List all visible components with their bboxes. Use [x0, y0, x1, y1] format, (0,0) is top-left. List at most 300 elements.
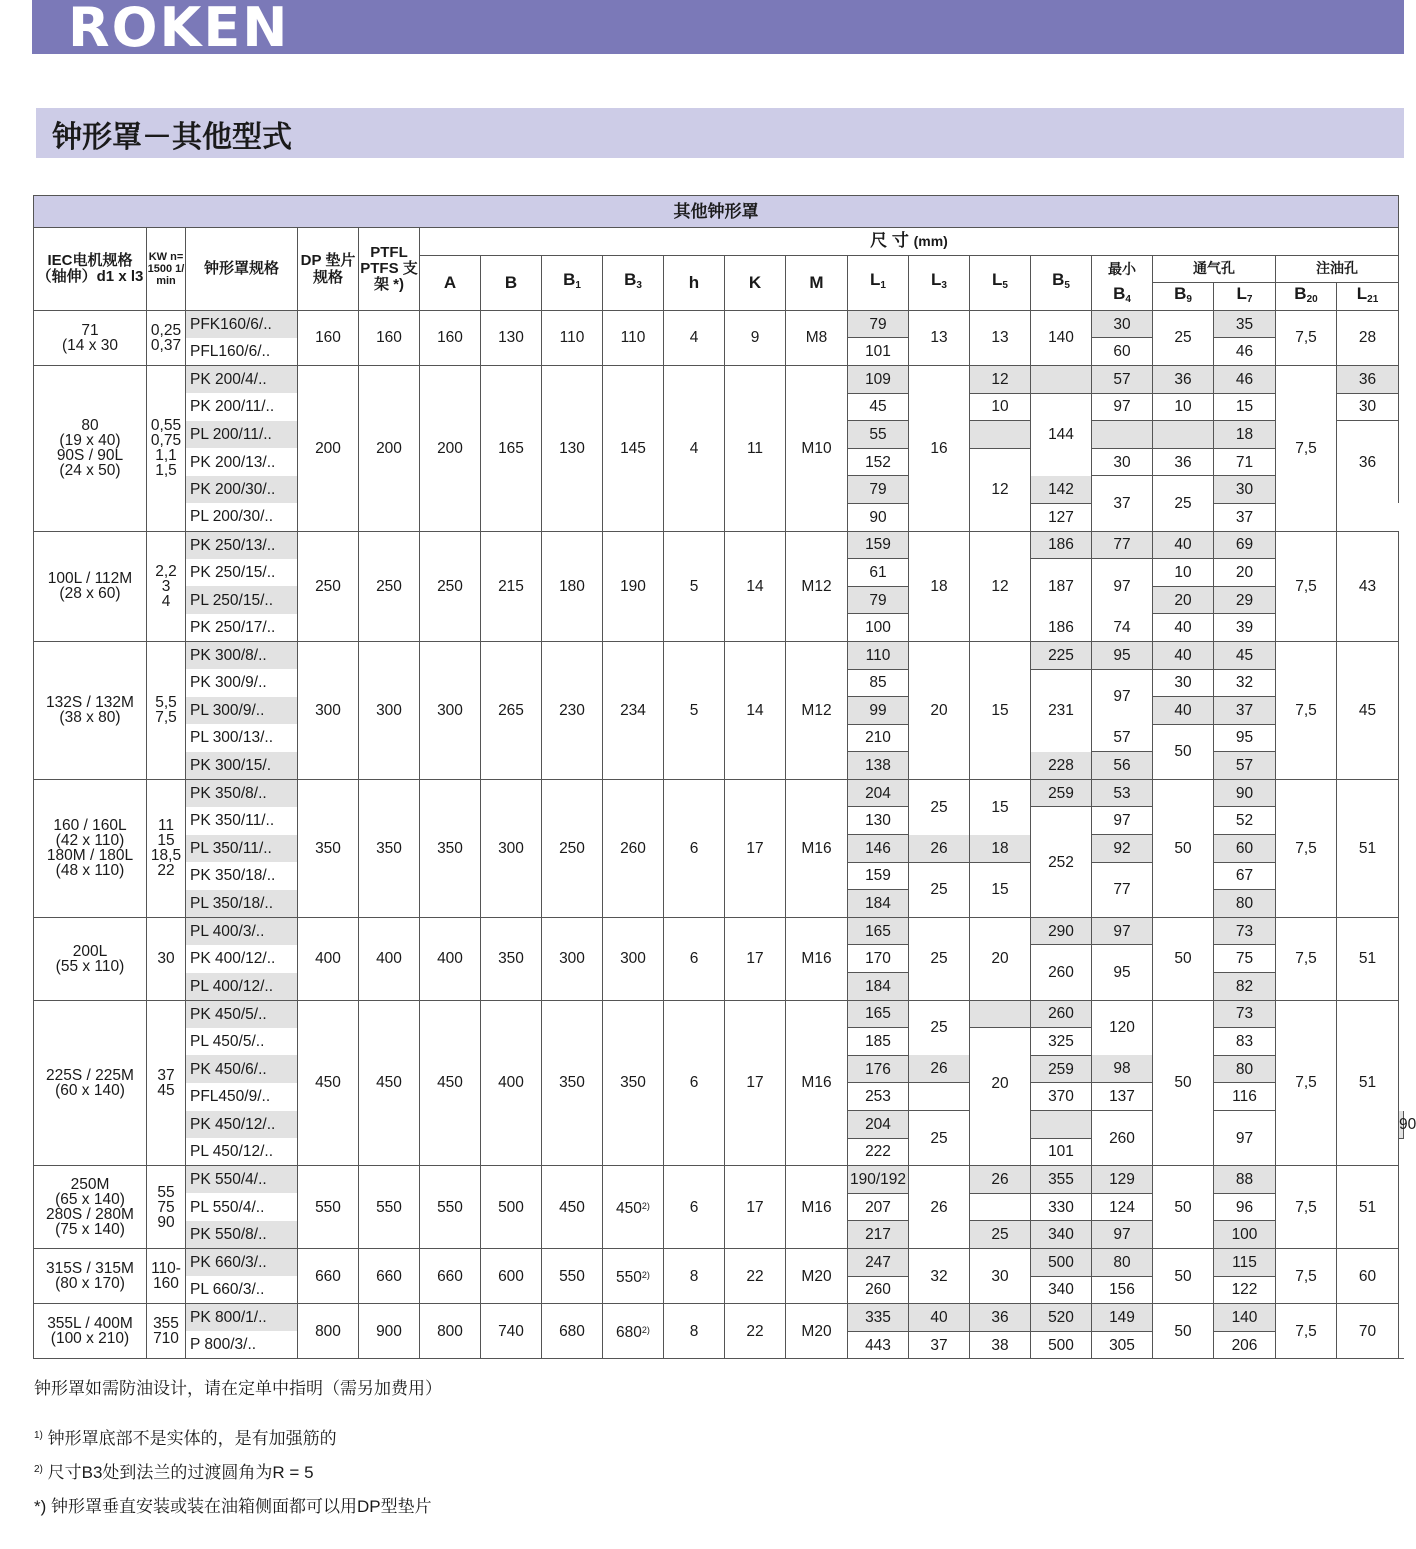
housing-spec: PL 400/3/..: [186, 917, 298, 945]
value-B: 500: [481, 1166, 542, 1249]
value-B: 130: [481, 310, 542, 365]
value-B1: 130: [542, 365, 603, 531]
value-B4: 57: [1092, 724, 1153, 752]
iec-size-line: (48 x 110): [55, 862, 125, 880]
value-B4: 74: [1092, 614, 1153, 642]
housing-spec: PL 350/18/..: [186, 890, 298, 918]
table-row: [34, 1000, 1404, 1028]
housing-spec: PK 400/12/..: [186, 945, 298, 973]
value-L21: 51: [1337, 917, 1399, 1000]
value-L3: 40: [909, 1304, 970, 1332]
table-row: [34, 1166, 1404, 1194]
housing-spec: PK 300/15/.: [186, 752, 298, 780]
kw-rating-line: 7,5: [155, 709, 177, 727]
value-B4: 129: [1092, 1166, 1153, 1194]
kw-rating-line: 18,5: [150, 847, 182, 865]
kw-rating-line: 0,37: [150, 336, 182, 354]
value-M: M12: [786, 641, 848, 779]
value-L7: 90: [1399, 1111, 1404, 1139]
value-L7: 29: [1214, 586, 1276, 614]
value-h: 6: [664, 1000, 725, 1166]
value-B5: 330: [1031, 1193, 1092, 1221]
value-B4: 80: [1092, 1248, 1153, 1276]
value-B20: 7,5: [1276, 310, 1337, 365]
value-L7: 206: [1214, 1331, 1276, 1359]
value-L5: 12: [970, 448, 1031, 531]
value-B20: 7,5: [1276, 1304, 1337, 1359]
value-B4: 95: [1092, 641, 1153, 669]
col-L21: $L_{21}$: [1337, 283, 1399, 311]
iec-size-line: (75 x 140): [55, 1221, 125, 1239]
kw-rating: [147, 1166, 186, 1249]
kw-rating: [147, 779, 186, 917]
value-L7: 18: [1214, 421, 1276, 449]
value-L1: 217: [848, 1221, 909, 1249]
value-L7: 46: [1214, 365, 1276, 393]
value-B4: 97: [1092, 393, 1153, 421]
value-B5: 340: [1031, 1221, 1092, 1249]
iec-size-line: 100L / 112M: [47, 570, 133, 588]
value-L1: 90: [848, 503, 909, 531]
value-h: 6: [664, 1166, 725, 1249]
kw-rating-line: 3: [161, 577, 171, 595]
housing-spec: PK 350/18/..: [186, 862, 298, 890]
iec-size: [34, 310, 147, 365]
value-B9: 10: [1153, 393, 1214, 421]
footnote-mark: 2): [641, 1324, 650, 1335]
brand-logo: ROKEN: [68, 0, 290, 59]
housing-spec: PK 300/8/..: [186, 641, 298, 669]
kw-rating: [147, 1248, 186, 1303]
value-L7: 80: [1214, 890, 1276, 918]
kw-rating: [147, 365, 186, 531]
value-L3: 20: [909, 641, 970, 779]
value-L1: 165: [848, 1000, 909, 1028]
value-A: 350: [420, 779, 481, 917]
value-K: 14: [725, 641, 786, 779]
value-dp: 400: [298, 917, 359, 1000]
value-L21: 30: [1337, 393, 1399, 421]
value-L3: 16: [909, 365, 970, 531]
note-3-text: 钟形罩垂直安装或装在油箱侧面都可以用DP型垫片: [51, 1497, 432, 1516]
value-L7: 100: [1214, 1221, 1276, 1249]
value-B4: 97: [1092, 559, 1153, 614]
empty-cell: [909, 1083, 970, 1111]
value-L1: 210: [848, 724, 909, 752]
value-B4: 92: [1092, 835, 1153, 863]
value-L1: 85: [848, 669, 909, 697]
empty-cell: [1031, 365, 1092, 393]
value-B3: 145: [603, 365, 664, 531]
housing-spec: PL 450/12/..: [186, 1138, 298, 1166]
value-B5: 140: [1031, 310, 1092, 365]
value-L7: 67: [1214, 862, 1276, 890]
value-L1: 109: [848, 365, 909, 393]
value-h: 5: [664, 641, 725, 779]
value-L7: 83: [1214, 1028, 1276, 1056]
value-B1: 250: [542, 779, 603, 917]
iec-size-line: 200L: [72, 942, 108, 960]
housing-spec: PK 200/4/..: [186, 365, 298, 393]
value-B9: 40: [1153, 614, 1214, 642]
value-L21: 28: [1337, 310, 1399, 365]
value-L7: 30: [1214, 476, 1276, 504]
col-B5: $B_5$: [1031, 255, 1092, 310]
empty-cell: [970, 421, 1031, 449]
kw-rating-line: 355: [153, 1315, 179, 1333]
iec-size-line: 90S / 90L: [56, 447, 124, 465]
value-L1: 55: [848, 421, 909, 449]
value-L1: 170: [848, 945, 909, 973]
value-L7: 32: [1214, 669, 1276, 697]
value-L5: 12: [970, 531, 1031, 641]
value-L7: 80: [1214, 1055, 1276, 1083]
kw-rating-line: 55: [157, 1183, 175, 1201]
value-L1: 260: [848, 1276, 909, 1304]
empty-cell: [1031, 1111, 1092, 1139]
value-L7: 116: [1214, 1083, 1276, 1111]
value-B9: 10: [1153, 559, 1214, 587]
value-A: 160: [420, 310, 481, 365]
value-L5: 25: [970, 1221, 1031, 1249]
value-B5: 260: [1031, 945, 1092, 1000]
iec-size-line: 355L / 400M: [47, 1315, 133, 1333]
housing-spec: PL 300/13/..: [186, 724, 298, 752]
value-B4: 305: [1092, 1331, 1153, 1359]
value-L1: 138: [848, 752, 909, 780]
note-2: [34, 1458, 314, 1483]
value-B4: 98: [1092, 1055, 1153, 1083]
value-B4: 149: [1092, 1304, 1153, 1332]
value-h: 8: [664, 1304, 725, 1359]
value-B9: 50: [1153, 917, 1214, 1000]
housing-spec: PL 350/11/..: [186, 835, 298, 863]
value-ptfl: 200: [359, 365, 420, 531]
value-L1: 61: [848, 559, 909, 587]
value-B3: [603, 1166, 664, 1249]
value-L3: 26: [909, 835, 970, 863]
value-A: 450: [420, 1000, 481, 1166]
value-L1: 222: [848, 1138, 909, 1166]
housing-spec: PK 200/30/..: [186, 476, 298, 504]
housing-spec: PK 450/6/..: [186, 1055, 298, 1083]
value-L7: 69: [1214, 531, 1276, 559]
value-B9: 25: [1153, 476, 1214, 531]
housing-spec: PK 250/15/..: [186, 559, 298, 587]
kw-rating: [147, 310, 186, 365]
value-B9: 40: [1153, 641, 1214, 669]
value-ptfl: 900: [359, 1304, 420, 1359]
value-L21: 60: [1337, 1248, 1399, 1303]
dimension-table: [33, 195, 1416, 1359]
header-ptfl: PTFL PTFS 支架 *): [359, 228, 420, 311]
kw-rating: [147, 1304, 186, 1359]
iec-size-line: (100 x 210): [50, 1330, 130, 1348]
value-B1: 350: [542, 1000, 603, 1166]
housing-spec: PK 200/11/..: [186, 393, 298, 421]
header-vent: 通气孔: [1153, 255, 1276, 283]
value-B3: 350: [603, 1000, 664, 1166]
value-B4: 97: [1092, 1221, 1153, 1249]
value-L3: 32: [909, 1248, 970, 1303]
kw-rating-line: 90: [157, 1213, 175, 1231]
iec-size-line: (55 x 110): [55, 957, 125, 975]
note-1-text: 钟形罩底部不是实体的，是有加强筋的: [47, 1429, 337, 1448]
housing-spec: PK 450/12/..: [186, 1111, 298, 1139]
kw-rating: [147, 917, 186, 1000]
value-L7: 96: [1214, 1193, 1276, 1221]
iec-size-line: 160 / 160L: [53, 817, 127, 835]
value-B5: 520: [1031, 1304, 1092, 1332]
housing-spec: PL 250/15/..: [186, 586, 298, 614]
iec-size-line: (28 x 60): [59, 585, 121, 603]
kw-rating-line: 1,1: [155, 447, 177, 465]
value-L1: 204: [848, 1111, 909, 1139]
housing-spec: PL 400/12/..: [186, 973, 298, 1001]
value-L1: 176: [848, 1055, 909, 1083]
table-row: [34, 641, 1404, 669]
value-B5: 259: [1031, 1055, 1092, 1083]
table-row: [34, 1248, 1404, 1276]
value-dp: 160: [298, 310, 359, 365]
value-B4: 37: [1092, 476, 1153, 531]
header-iec: IEC电机规格（轴伸）d1 x l3: [34, 228, 147, 311]
value-L1: 110: [848, 641, 909, 669]
kw-rating: [147, 641, 186, 779]
value-A: 800: [420, 1304, 481, 1359]
value-B5: 259: [1031, 779, 1092, 807]
value-B4: 97: [1092, 807, 1153, 835]
col-L1: $L_1$: [848, 255, 909, 310]
value-K: 11: [725, 365, 786, 531]
value-B3: 234: [603, 641, 664, 779]
value-K: 17: [725, 1000, 786, 1166]
value-L7: 35: [1214, 310, 1276, 338]
value-B4: 77: [1092, 531, 1153, 559]
note-3-mark: *): [34, 1497, 47, 1516]
header-dim-label: 尺 寸: [870, 231, 909, 251]
value-B4: 77: [1092, 862, 1153, 917]
value-A: 660: [420, 1248, 481, 1303]
value-B3: 260: [603, 779, 664, 917]
value-L21: 51: [1337, 779, 1399, 917]
value-h: 4: [664, 310, 725, 365]
page-title: 钟形罩－其他型式: [52, 121, 292, 154]
value-ptfl: 450: [359, 1000, 420, 1166]
iec-size-line: (14 x 30: [61, 336, 118, 354]
header-dim-unit: (mm): [913, 233, 948, 250]
value-L7: 75: [1214, 945, 1276, 973]
value-L3: 26: [909, 1166, 970, 1249]
value-ptfl: 250: [359, 531, 420, 641]
note-2-mark: 2): [34, 1464, 43, 1475]
housing-spec: PFK160/6/..: [186, 310, 298, 338]
value-B4: 60: [1092, 338, 1153, 366]
value-B3-number: 550: [616, 1268, 642, 1286]
table-body: [34, 310, 1416, 1359]
housing-spec: PL 550/4/..: [186, 1193, 298, 1221]
value-L5: 15: [970, 641, 1031, 779]
value-L3: 25: [909, 1000, 970, 1055]
value-L3: 18: [909, 531, 970, 641]
table-caption: 其他钟形罩: [34, 196, 1399, 228]
value-B5: 370: [1031, 1083, 1092, 1111]
value-dp: 300: [298, 641, 359, 779]
value-B1: 230: [542, 641, 603, 779]
header-spec: 钟形罩规格: [186, 228, 298, 311]
value-L5: 36: [970, 1304, 1031, 1332]
value-L3: 25: [909, 1111, 970, 1166]
value-L5: 26: [970, 1166, 1031, 1194]
value-L3: 25: [909, 862, 970, 917]
kw-rating-line: 11: [157, 817, 175, 835]
value-M: M20: [786, 1304, 848, 1359]
value-L3: 26: [909, 1055, 970, 1083]
value-dp: 800: [298, 1304, 359, 1359]
value-B9: 20: [1153, 586, 1214, 614]
value-dp: 660: [298, 1248, 359, 1303]
header-min: 最小: [1092, 255, 1153, 283]
value-L1: 184: [848, 890, 909, 918]
housing-spec: PL 200/11/..: [186, 421, 298, 449]
note-oilproof: 钟形罩如需防油设计，请在定单中指明（需另加费用）: [34, 1379, 442, 1398]
value-L7: 73: [1214, 917, 1276, 945]
value-L5: 13: [970, 310, 1031, 365]
value-L5: 20: [970, 917, 1031, 1000]
kw-rating-line: 2,2: [155, 562, 177, 580]
note-2-text: 尺寸B3处到法兰的过渡圆角为R = 5: [47, 1463, 314, 1482]
iec-size-line: (80 x 170): [55, 1275, 125, 1293]
value-h: 8: [664, 1248, 725, 1303]
table-row: [34, 1304, 1404, 1332]
empty-cell: [1092, 421, 1153, 449]
iec-size: [34, 1304, 147, 1359]
value-B9: 50: [1153, 1304, 1214, 1359]
value-L1: 159: [848, 531, 909, 559]
value-B: 300: [481, 779, 542, 917]
value-L7: 37: [1214, 697, 1276, 725]
value-M: M16: [786, 917, 848, 1000]
value-L5: 15: [970, 779, 1031, 834]
col-L7: $L_7$: [1214, 283, 1276, 311]
iec-size: [34, 1166, 147, 1249]
value-L7: 82: [1214, 973, 1276, 1001]
value-dp: 350: [298, 779, 359, 917]
value-B3: [603, 1248, 664, 1303]
value-B4: 156: [1092, 1276, 1153, 1304]
value-B20: 7,5: [1276, 779, 1337, 917]
value-B9: 36: [1153, 365, 1214, 393]
kw-rating-line: 0,75: [150, 432, 182, 450]
iec-size-line: (42 x 110): [55, 832, 125, 850]
value-B4: 97: [1092, 669, 1153, 724]
value-B5: 500: [1031, 1248, 1092, 1276]
housing-spec: PK 350/8/..: [186, 779, 298, 807]
housing-spec: P 800/3/..: [186, 1331, 298, 1359]
col-L3: $L_3$: [909, 255, 970, 310]
value-A: 550: [420, 1166, 481, 1249]
housing-spec: PK 450/5/..: [186, 1000, 298, 1028]
col-L5: $L_5$: [970, 255, 1031, 310]
iec-size-line: 180M / 180L: [46, 847, 134, 865]
value-L7: 71: [1214, 448, 1276, 476]
value-L5: 38: [970, 1331, 1031, 1359]
empty-cell: [970, 1193, 1031, 1221]
value-B4: 95: [1092, 945, 1153, 1000]
kw-rating-line: 110-: [151, 1260, 181, 1278]
value-B5: 260: [1031, 1000, 1092, 1028]
table-row: [34, 779, 1404, 807]
kw-rating-line: 1,5: [155, 462, 177, 480]
value-L5: 30: [970, 1248, 1031, 1303]
note-1-mark: 1): [34, 1430, 43, 1441]
housing-spec: PK 250/13/..: [186, 531, 298, 559]
iec-size-line: 225S / 225M: [46, 1066, 134, 1084]
kw-rating-line: 37: [157, 1066, 175, 1084]
value-K: 17: [725, 917, 786, 1000]
iec-size: [34, 779, 147, 917]
housing-spec: PFL160/6/..: [186, 338, 298, 366]
value-L1: 79: [848, 586, 909, 614]
header-dimensions: [420, 228, 1399, 256]
value-L1: 100: [848, 614, 909, 642]
value-B5: 260: [1092, 1111, 1153, 1166]
value-B9: 40: [1153, 531, 1214, 559]
value-ptfl: 660: [359, 1248, 420, 1303]
value-K: 22: [725, 1304, 786, 1359]
value-B5: 228: [1031, 752, 1092, 780]
value-M: M12: [786, 531, 848, 641]
housing-spec: PK 550/4/..: [186, 1166, 298, 1194]
value-L5: 10: [970, 393, 1031, 421]
dimension-table-wrap: [33, 195, 1416, 1359]
value-L7: 37: [1214, 503, 1276, 531]
value-L5: 20: [970, 1028, 1031, 1138]
housing-spec: PL 660/3/..: [186, 1276, 298, 1304]
value-K: 17: [725, 1166, 786, 1249]
value-L7: 115: [1214, 1248, 1276, 1276]
kw-rating-line: 710: [153, 1330, 179, 1348]
value-L1: 159: [848, 862, 909, 890]
value-L1: 443: [848, 1331, 909, 1359]
value-L1: 146: [848, 835, 909, 863]
col-B4: $B_4$: [1092, 283, 1153, 311]
value-L7: 140: [1214, 1304, 1276, 1332]
kw-rating-line: 30: [157, 950, 175, 968]
housing-spec: PK 250/17/..: [186, 614, 298, 642]
value-L7: 46: [1214, 338, 1276, 366]
iec-size-line: 80: [81, 417, 99, 435]
value-L3: 13: [909, 310, 970, 365]
value-B5: 325: [1031, 1028, 1092, 1056]
value-M: M20: [786, 1248, 848, 1303]
kw-rating-line: 45: [157, 1081, 175, 1099]
housing-spec: PL 200/30/..: [186, 503, 298, 531]
kw-rating: [147, 1000, 186, 1166]
value-B3-number: 450: [616, 1199, 642, 1217]
iec-size-line: (19 x 40): [59, 432, 121, 450]
kw-rating: [147, 531, 186, 641]
kw-rating-line: 0,55: [150, 417, 182, 435]
value-L7: 20: [1214, 559, 1276, 587]
value-L1: 190/192: [848, 1166, 909, 1194]
value-L5: 18: [970, 835, 1031, 863]
value-L1: 79: [848, 476, 909, 504]
value-M: M10: [786, 365, 848, 531]
value-dp: 450: [298, 1000, 359, 1166]
value-B4: 30: [1092, 310, 1153, 338]
footnote-mark: 2): [641, 1269, 650, 1280]
